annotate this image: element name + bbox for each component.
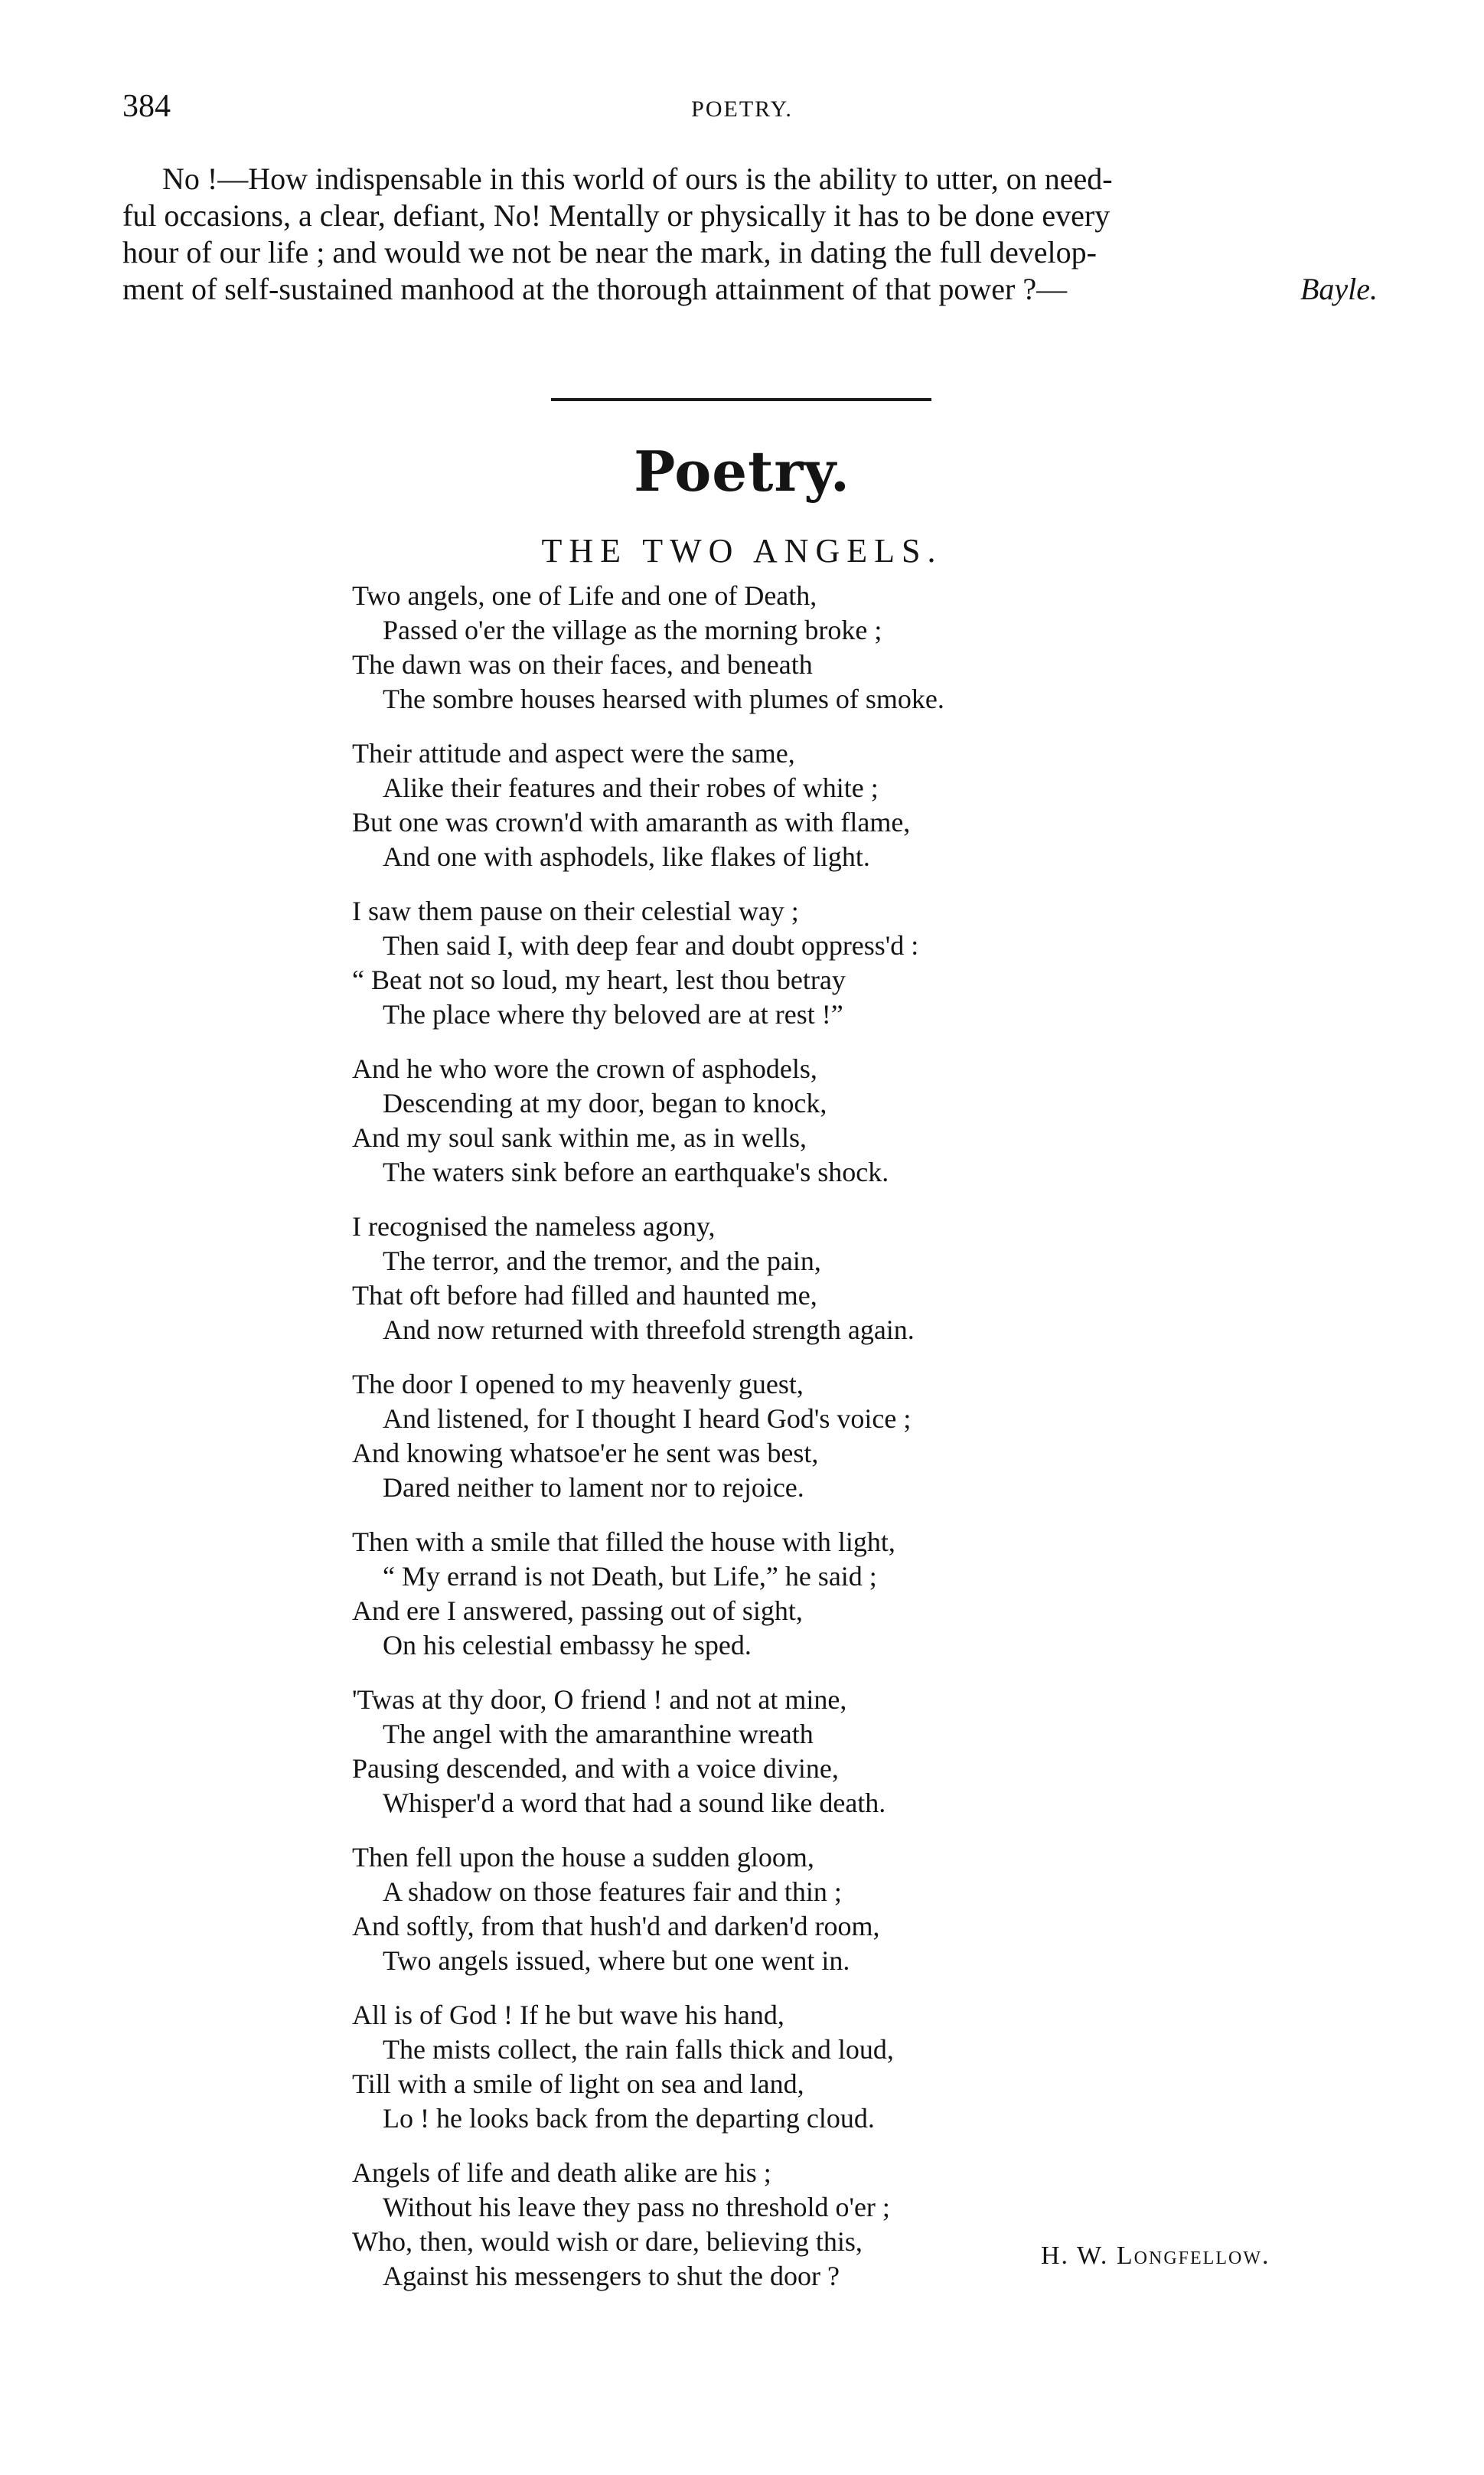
poem-line: That oft before had filled and haunted me, bbox=[352, 1280, 817, 1311]
poem-line: Descending at my door, began to knock, bbox=[383, 1088, 827, 1118]
poem-line: And knowing whatsoe'er he sent was best, bbox=[352, 1438, 819, 1468]
stanza bbox=[352, 894, 1362, 1032]
poem-line: And one with asphodels, like flakes of light. bbox=[383, 841, 870, 872]
epigraph-line: hour of our life ; and would we not be near the mark, in dating the full develop- bbox=[122, 235, 1097, 269]
poem-line: And now returned with threefold strength again. bbox=[383, 1314, 915, 1345]
section-divider bbox=[551, 398, 931, 401]
epigraph bbox=[122, 161, 1378, 308]
poem-line: Then said I, with deep fear and doubt oppress'd : bbox=[383, 930, 919, 961]
stanza bbox=[352, 736, 1362, 874]
poem-line: Till with a smile of light on sea and land, bbox=[352, 2068, 804, 2099]
poem-line: All is of God ! If he but wave his hand, bbox=[352, 2000, 784, 2030]
poem-body bbox=[352, 579, 1362, 2313]
epigraph-attribution: Bayle. bbox=[1300, 272, 1378, 306]
poem-line: But one was crown'd with amaranth as with flame, bbox=[352, 807, 911, 838]
running-head: POETRY. bbox=[691, 96, 793, 122]
poem-line: Then with a smile that filled the house with light, bbox=[352, 1526, 895, 1557]
epigraph-line: ful occasions, a clear, defiant, No! Mentally or physically it has to be done every bbox=[122, 198, 1111, 233]
poem-author: H. W. Longfellow. bbox=[1041, 2242, 1270, 2270]
epigraph-line: No !—How indispensable in this world of ours is the ability to utter, on need- bbox=[162, 162, 1113, 196]
poem-line: The dawn was on their faces, and beneath bbox=[352, 649, 813, 680]
stanza bbox=[352, 1840, 1362, 1978]
poem-line: The angel with the amaranthine wreath bbox=[383, 1719, 814, 1749]
poem-line: Against his messengers to shut the door ? bbox=[383, 2261, 840, 2291]
epigraph-last-line bbox=[122, 271, 1378, 308]
poem-line: And he who wore the crown of asphodels, bbox=[352, 1053, 817, 1084]
poem-line: Then fell upon the house a sudden gloom, bbox=[352, 1842, 814, 1873]
poem-line: And my soul sank within me, as in wells, bbox=[352, 1122, 807, 1153]
section-title: Poetry. bbox=[634, 439, 850, 504]
poem-line: The terror, and the tremor, and the pain, bbox=[383, 1246, 821, 1276]
poem-title: THE TWO ANGELS. bbox=[541, 532, 943, 570]
poem-line: Passed o'er the village as the morning broke ; bbox=[383, 615, 882, 645]
poem-line: The sombre houses hearsed with plumes of smoke. bbox=[383, 684, 944, 714]
poem-line: Dared neither to lament nor to rejoice. bbox=[383, 1472, 804, 1503]
poem-line: Two angels, one of Life and one of Death, bbox=[352, 580, 817, 611]
stanza bbox=[352, 1367, 1362, 1505]
stanza bbox=[352, 579, 1362, 717]
stanza bbox=[352, 1210, 1362, 1347]
poem-line: “ Beat not so loud, my heart, lest thou betray bbox=[352, 965, 846, 995]
stanza bbox=[352, 1998, 1362, 2136]
poem-line: Without his leave they pass no threshold o'er ; bbox=[383, 2192, 890, 2222]
stanza bbox=[352, 1525, 1362, 1663]
poem-line: “ My errand is not Death, but Life,” he said ; bbox=[383, 1561, 877, 1592]
poem-line: I saw them pause on their celestial way ; bbox=[352, 896, 799, 926]
poem-line: The place where thy beloved are at rest !” bbox=[383, 999, 843, 1030]
poem-line: On his celestial embassy he sped. bbox=[383, 1630, 752, 1660]
poem-line: Angels of life and death alike are his ; bbox=[352, 2157, 771, 2188]
poem-line: Two angels issued, where but one went in. bbox=[383, 1945, 850, 1976]
stanza bbox=[352, 1052, 1362, 1190]
stanza bbox=[352, 1683, 1362, 1820]
poem-line: And ere I answered, passing out of sight, bbox=[352, 1595, 803, 1626]
poem-line: And softly, from that hush'd and darken'd room, bbox=[352, 1911, 880, 1941]
poem-line: Pausing descended, and with a voice divine, bbox=[352, 1753, 839, 1784]
epigraph-line: ment of self-sustained manhood at the thorough attainment of that power ?— bbox=[122, 272, 1068, 306]
poem-line: I recognised the nameless agony, bbox=[352, 1211, 716, 1242]
page-number: 384 bbox=[122, 89, 171, 124]
poem-line: Alike their features and their robes of white ; bbox=[383, 772, 879, 803]
poem-line: 'Twas at thy door, O friend ! and not at mine, bbox=[352, 1684, 847, 1715]
poem-line: Lo ! he looks back from the departing cloud. bbox=[383, 2103, 875, 2134]
poem-line: Whisper'd a word that had a sound like death. bbox=[383, 1788, 886, 1818]
poem-line: The mists collect, the rain falls thick and loud, bbox=[383, 2034, 894, 2065]
poem-line: The waters sink before an earthquake's shock. bbox=[383, 1157, 889, 1187]
poem-line: A shadow on those features fair and thin ; bbox=[383, 1876, 842, 1907]
poem-line: Who, then, would wish or dare, believing this, bbox=[352, 2226, 863, 2257]
poem-line: The door I opened to my heavenly guest, bbox=[352, 1369, 804, 1399]
stanza bbox=[352, 2156, 1362, 2294]
poem-line: And listened, for I thought I heard God's voice ; bbox=[383, 1403, 912, 1434]
poem-line: Their attitude and aspect were the same, bbox=[352, 738, 795, 769]
